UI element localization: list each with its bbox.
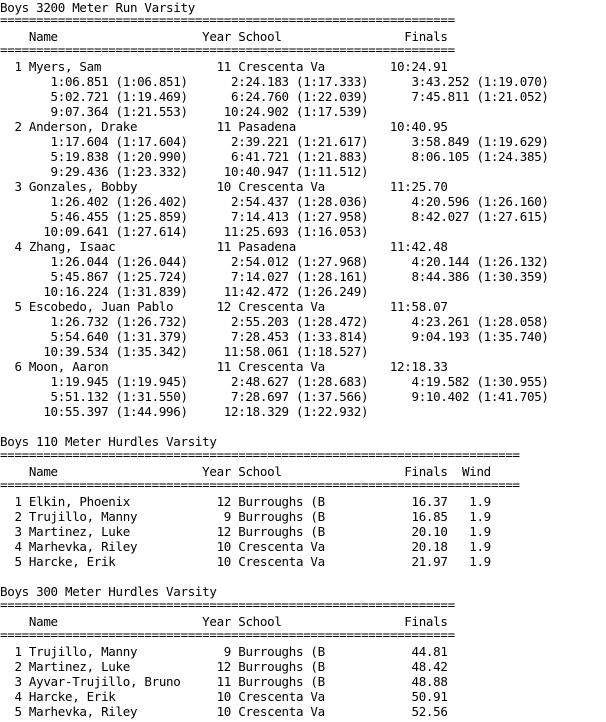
column-header: Name Year School Finals [0, 29, 448, 44]
result-row: 2 Anderson, Drake 11 Pasadena 10:40.95 [0, 119, 448, 134]
result-row: 1 Trujillo, Manny 9 Burroughs (B 44.81 [0, 644, 448, 659]
split-row: 10:55.397 (1:44.996) 12:18.329 (1:22.932) [0, 404, 369, 419]
split-row: 9:07.364 (1:21.553) 10:24.902 (1:17.539) [0, 104, 369, 119]
result-row: 4 Harcke, Erik 10 Crescenta Va 50.91 [0, 689, 448, 704]
split-row: 5:46.455 (1:25.859) 7:14.413 (1:27.958) 8:42.027 (1:27.615) [0, 209, 549, 224]
divider: =============================================================== [0, 12, 455, 27]
split-row: 10:09.641 (1:27.614) 11:25.693 (1:16.053) [0, 224, 369, 239]
result-row: 4 Marhevka, Riley 10 Crescenta Va 20.18 1.9 [0, 539, 491, 554]
split-row: 10:16.224 (1:31.839) 11:42.472 (1:26.249) [0, 284, 369, 299]
result-row: 5 Harcke, Erik 10 Crescenta Va 21.97 1.9 [0, 554, 491, 569]
split-row: 1:19.945 (1:19.945) 2:48.627 (1:28.683) 4:19.582 (1:30.955) [0, 374, 549, 389]
split-row: 1:17.604 (1:17.604) 2:39.221 (1:21.617) 3:58.849 (1:19.629) [0, 134, 549, 149]
divider: =============================================================== [0, 42, 455, 57]
event-title: Boys 3200 Meter Run Varsity [0, 0, 195, 15]
split-row: 1:26.402 (1:26.402) 2:54.437 (1:28.036) 4:20.596 (1:26.160) [0, 194, 549, 209]
result-row: 3 Martinez, Luke 12 Burroughs (B 20.10 1.9 [0, 524, 491, 539]
divider: ======================================================================== [0, 477, 520, 492]
split-row: 9:29.436 (1:23.332) 10:40.947 (1:11.512) [0, 164, 369, 179]
result-row: 1 Elkin, Phoenix 12 Burroughs (B 16.37 1.9 [0, 494, 491, 509]
result-row: 5 Escobedo, Juan Pablo 12 Crescenta Va 11:58.07 [0, 299, 448, 314]
result-row: 5 Marhevka, Riley 10 Crescenta Va 52.56 [0, 704, 448, 719]
event-title: Boys 300 Meter Hurdles Varsity [0, 584, 217, 599]
column-header: Name Year School Finals Wind [0, 464, 491, 479]
column-header: Name Year School Finals [0, 614, 448, 629]
split-row: 1:26.732 (1:26.732) 2:55.203 (1:28.472) 4:23.261 (1:28.058) [0, 314, 549, 329]
result-row: 4 Zhang, Isaac 11 Pasadena 11:42.48 [0, 239, 448, 254]
divider: =============================================================== [0, 597, 455, 612]
result-row: 6 Moon, Aaron 11 Crescenta Va 12:18.33 [0, 359, 448, 374]
split-row: 5:02.721 (1:19.469) 6:24.760 (1:22.039) 7:45.811 (1:21.052) [0, 89, 549, 104]
split-row: 5:54.640 (1:31.379) 7:28.453 (1:33.814) 9:04.193 (1:35.740) [0, 329, 549, 344]
result-row: 3 Ayvar-Trujillo, Bruno 11 Burroughs (B 48.88 [0, 674, 448, 689]
split-row: 5:51.132 (1:31.550) 7:28.697 (1:37.566) 9:10.402 (1:41.705) [0, 389, 549, 404]
split-row: 5:19.838 (1:20.990) 6:41.721 (1:21.883) 8:06.105 (1:24.385) [0, 149, 549, 164]
split-row: 1:26.044 (1:26.044) 2:54.012 (1:27.968) 4:20.144 (1:26.132) [0, 254, 549, 269]
event-title: Boys 110 Meter Hurdles Varsity [0, 434, 217, 449]
split-row: 10:39.534 (1:35.342) 11:58.061 (1:18.527) [0, 344, 369, 359]
result-row: 2 Martinez, Luke 12 Burroughs (B 48.42 [0, 659, 448, 674]
result-row: 2 Trujillo, Manny 9 Burroughs (B 16.85 1.9 [0, 509, 491, 524]
split-row: 5:45.867 (1:25.724) 7:14.027 (1:28.161) 8:44.386 (1:30.359) [0, 269, 549, 284]
result-row: 3 Gonzales, Bobby 10 Crescenta Va 11:25.70 [0, 179, 448, 194]
result-row: 1 Myers, Sam 11 Crescenta Va 10:24.91 [0, 59, 448, 74]
divider: =============================================================== [0, 627, 455, 642]
divider: ======================================================================== [0, 447, 520, 462]
split-row: 1:06.851 (1:06.851) 2:24.183 (1:17.333) 3:43.252 (1:19.070) [0, 74, 549, 89]
